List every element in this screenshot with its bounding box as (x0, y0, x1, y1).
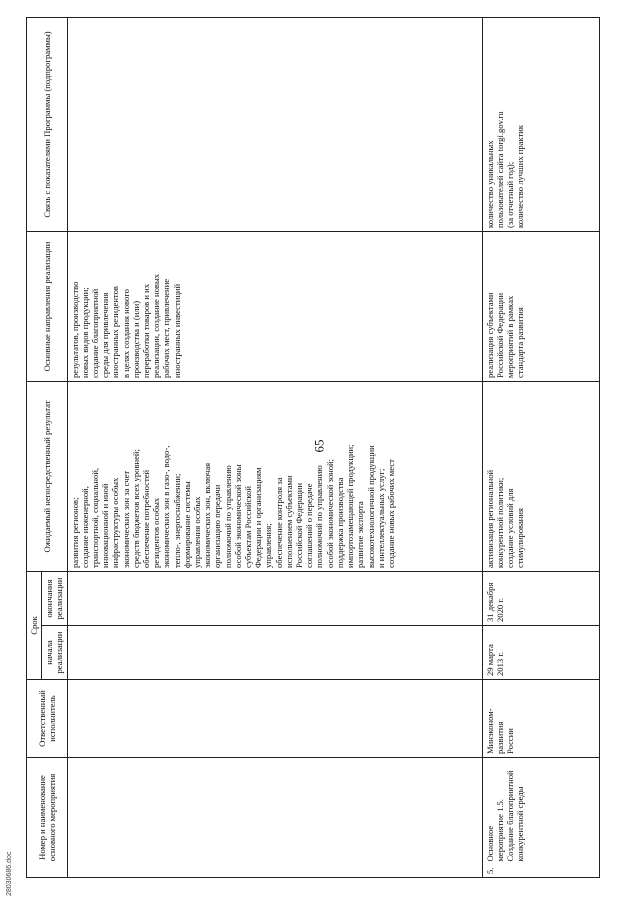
result-line: обеспечение потребностей (141, 469, 152, 568)
result-line: особой экономической зоной; (324, 458, 335, 568)
directions-line: результатов, производство (69, 281, 80, 378)
cell-row5-result (482, 381, 599, 571)
header-link: Связь с показателями Программы (подпрограммы) (27, 17, 68, 231)
cell-row5-directions (482, 231, 599, 381)
cell-empty (67, 571, 482, 625)
header-start: начала реализации (42, 626, 67, 680)
result-line: Российской Федерации (294, 482, 305, 568)
result-line: исполнением субъектами (283, 475, 294, 568)
result-line: субъектам Российской (243, 486, 254, 568)
header-srok: Срок (27, 571, 42, 679)
result-line: развития регионов; (69, 497, 80, 568)
directions-line: производства и (или) (130, 300, 141, 378)
directions-line: рабочих мест, привлечение (161, 278, 172, 378)
cell-empty (67, 680, 482, 758)
result-line: поддержка производства (334, 477, 345, 568)
result-line: конкурентной политики; (494, 477, 505, 568)
result-line: Федерации и организациям (253, 467, 264, 568)
result-line: соглашений о передаче (304, 483, 315, 568)
header-executor: Ответственный исполнитель (27, 680, 68, 758)
directions-line: новых видов продукции; (79, 287, 90, 378)
result-line: импортозамещающей продукции; (345, 444, 356, 568)
result-line: полномочий по управлению (314, 465, 325, 568)
directions-line: иностранных инвестиций (171, 283, 182, 378)
result-line: особой экономической зоны (232, 464, 243, 568)
directions-line: в целях создания нового (120, 289, 131, 378)
result-line: и интеллектуальных услуг; (375, 468, 386, 568)
link-line: пользователей сайта torgi.gov.ru (494, 111, 505, 228)
directions-line: реализация субъектами (484, 292, 495, 378)
result-line: экономических зон за счет (120, 470, 131, 568)
cell-row5-link (482, 17, 599, 231)
link-line: количество уникальных (484, 140, 495, 228)
directions-line: переработки товаров и их (141, 283, 152, 378)
cell-empty (67, 17, 482, 231)
rotated-table-container (26, 18, 586, 878)
cell-row5-start (482, 626, 599, 680)
result-line: обеспечение контроля за (273, 477, 284, 568)
result-line: инновационной и иной (100, 483, 111, 568)
directions-line: иностранных резидентов (110, 286, 121, 378)
cell-row5-executor (482, 680, 599, 758)
start-date-line: 29 марта (484, 644, 495, 676)
name-line: Основное (484, 825, 495, 862)
header-end: окончания реализации (42, 571, 67, 625)
end-date-line: 31 декабря (484, 582, 495, 622)
header-directions: Основные направления реализации (27, 231, 68, 381)
table-row-continuation (67, 17, 482, 877)
result-line: резидентов особых (151, 497, 162, 568)
result-line: транспортной, социальной, (90, 467, 101, 568)
directions-line: реализации, создание новых (151, 273, 162, 378)
name-line: конкурентной среды (515, 786, 526, 862)
executor-line: развития (494, 721, 505, 754)
start-date-line: 2013 г. (494, 651, 505, 676)
result-line: управления особых (192, 496, 203, 568)
result-line: инфраструктуры особых (110, 477, 121, 568)
result-line: средств бюджетов всех уровней; (130, 449, 141, 568)
header-number-name: Номер и наименование основного мероприятия (27, 758, 68, 878)
result-line: экономических зон, включая (202, 462, 213, 568)
document-code: 28030686.doc (6, 851, 13, 896)
cell-empty (67, 626, 482, 680)
executor-line: Минэконом- (484, 708, 495, 754)
result-line: создание новых рабочих мест (385, 459, 396, 568)
name-line: Создание благоприятной (505, 770, 516, 862)
measures-table (26, 17, 600, 878)
result-line: тепло-, энергоснабжении; (171, 473, 182, 568)
cell-row5-end (482, 571, 599, 625)
page-number: 65 (311, 439, 327, 453)
row-number: 5. (484, 867, 495, 874)
result-line: полномочий по управлению (222, 465, 233, 568)
link-line: количество лучших практик (515, 124, 526, 228)
result-line: организацию передачи (212, 484, 223, 568)
directions-line: среды для привлечения (100, 292, 111, 378)
table-row-5 (482, 17, 599, 877)
result-line: активизация региональной (484, 469, 495, 568)
directions-line: создание благоприятной (90, 288, 101, 378)
header-result: Ожидаемый непосредственный результат (27, 381, 68, 571)
link-line: (за отчетный год); (505, 161, 516, 228)
executor-line: России (505, 728, 516, 754)
result-line: стимулирования (515, 508, 526, 568)
cell-row5-name (482, 758, 599, 878)
result-line: экономических зон в газо-, водо-, (161, 445, 172, 568)
result-line: создание условий для (505, 488, 516, 568)
result-line: развитие экспорта (355, 501, 366, 568)
cell-empty (67, 758, 482, 878)
result-line: высокотехнологичной продукции (365, 445, 376, 568)
name-line: мероприятие 1.5. (494, 799, 505, 862)
end-date-line: 2020 г. (494, 597, 505, 622)
directions-line: Российской Федерации (494, 292, 505, 378)
cell-directions-continuation (67, 231, 482, 381)
result-line: создание инженерной, (79, 486, 90, 568)
cell-result-continuation (67, 381, 482, 571)
result-line: формирование системы (181, 481, 192, 568)
directions-line: стандарта развития (515, 307, 526, 378)
header-row-1 (27, 17, 42, 877)
measure-name (485, 770, 526, 861)
directions-line: мероприятий в рамках (505, 295, 516, 378)
result-line: управления; (263, 523, 274, 568)
